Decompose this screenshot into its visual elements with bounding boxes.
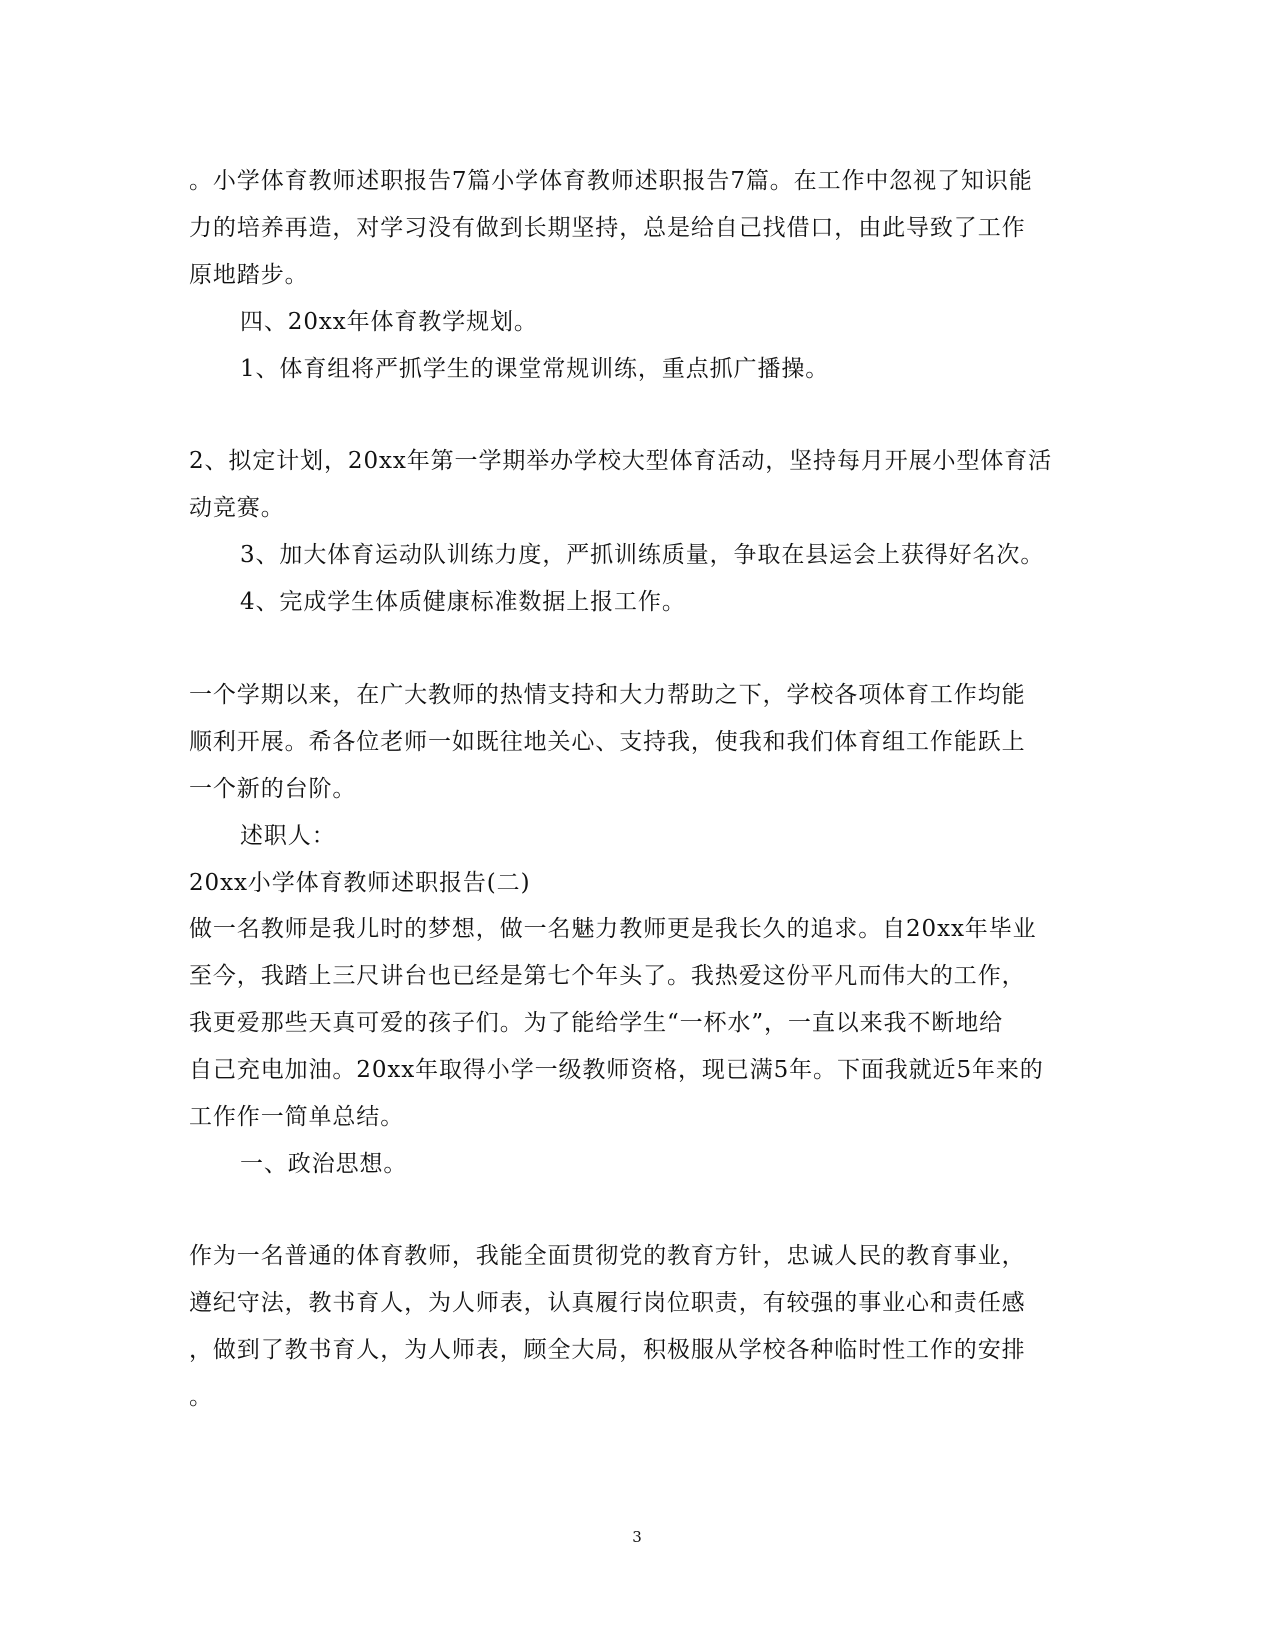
list-item: 3、加大体育运动队训练力度，严抓训练质量，争取在县运会上获得好名次。 bbox=[240, 542, 1045, 568]
section-heading: 一、政治思想。 bbox=[240, 1151, 408, 1177]
text-line: 我更爱那些天真可爱的孩子们。为了能给学生“一杯水”，一直以来我不断地给 bbox=[189, 1010, 1004, 1036]
text-line: 力的培养再造，对学习没有做到长期坚持，总是给自己找借口，由此导致了工作 bbox=[189, 215, 1026, 241]
text-line: 至今，我踏上三尺讲台也已经是第七个年头了。我热爱这份平凡而伟大的工作， bbox=[189, 963, 1026, 989]
page-number: 3 bbox=[632, 1528, 642, 1546]
text-line: 工作作一简单总结。 bbox=[189, 1104, 405, 1130]
text-line: 一个学期以来，在广大教师的热情支持和大力帮助之下，学校各项体育工作均能 bbox=[189, 682, 1026, 708]
text-line: 。 bbox=[189, 1384, 213, 1410]
document-title: 20xx小学体育教师述职报告(二) bbox=[189, 870, 531, 896]
list-item: 1、体育组将严抓学生的课堂常规训练，重点抓广播操。 bbox=[240, 356, 830, 382]
text-line: 。小学体育教师述职报告7篇小学体育教师述职报告7篇。在工作中忽视了知识能 bbox=[189, 168, 1033, 194]
text-line: 一个新的台阶。 bbox=[189, 776, 357, 802]
text-line: 做一名教师是我儿时的梦想，做一名魅力教师更是我长久的追求。自20xx年毕业 bbox=[189, 916, 1037, 942]
text-line: ，做到了教书育人，为人师表，顾全大局，积极服从学校各种临时性工作的安排 bbox=[189, 1337, 1026, 1363]
list-item: 4、完成学生体质健康标准数据上报工作。 bbox=[240, 589, 686, 615]
text-line: 作为一名普通的体育教师，我能全面贯彻党的教育方针，忠诚人民的教育事业， bbox=[189, 1243, 1026, 1269]
text-line: 遵纪守法，教书育人，为人师表，认真履行岗位职责，有较强的事业心和责任感 bbox=[189, 1290, 1026, 1316]
signature-label: 述职人： bbox=[240, 823, 336, 849]
text-line: 顺利开展。希各位老师一如既往地关心、支持我，使我和我们体育组工作能跃上 bbox=[189, 729, 1026, 755]
text-line: 动竞赛。 bbox=[189, 495, 285, 521]
text-line: 自己充电加油。20xx年取得小学一级教师资格，现已满5年。下面我就近5年来的 bbox=[189, 1057, 1044, 1083]
section-heading: 四、20xx年体育教学规划。 bbox=[240, 309, 538, 335]
text-line: 原地踏步。 bbox=[189, 262, 309, 288]
list-item: 2、拟定计划，20xx年第一学期举办学校大型体育活动，坚持每月开展小型体育活 bbox=[189, 448, 1053, 474]
